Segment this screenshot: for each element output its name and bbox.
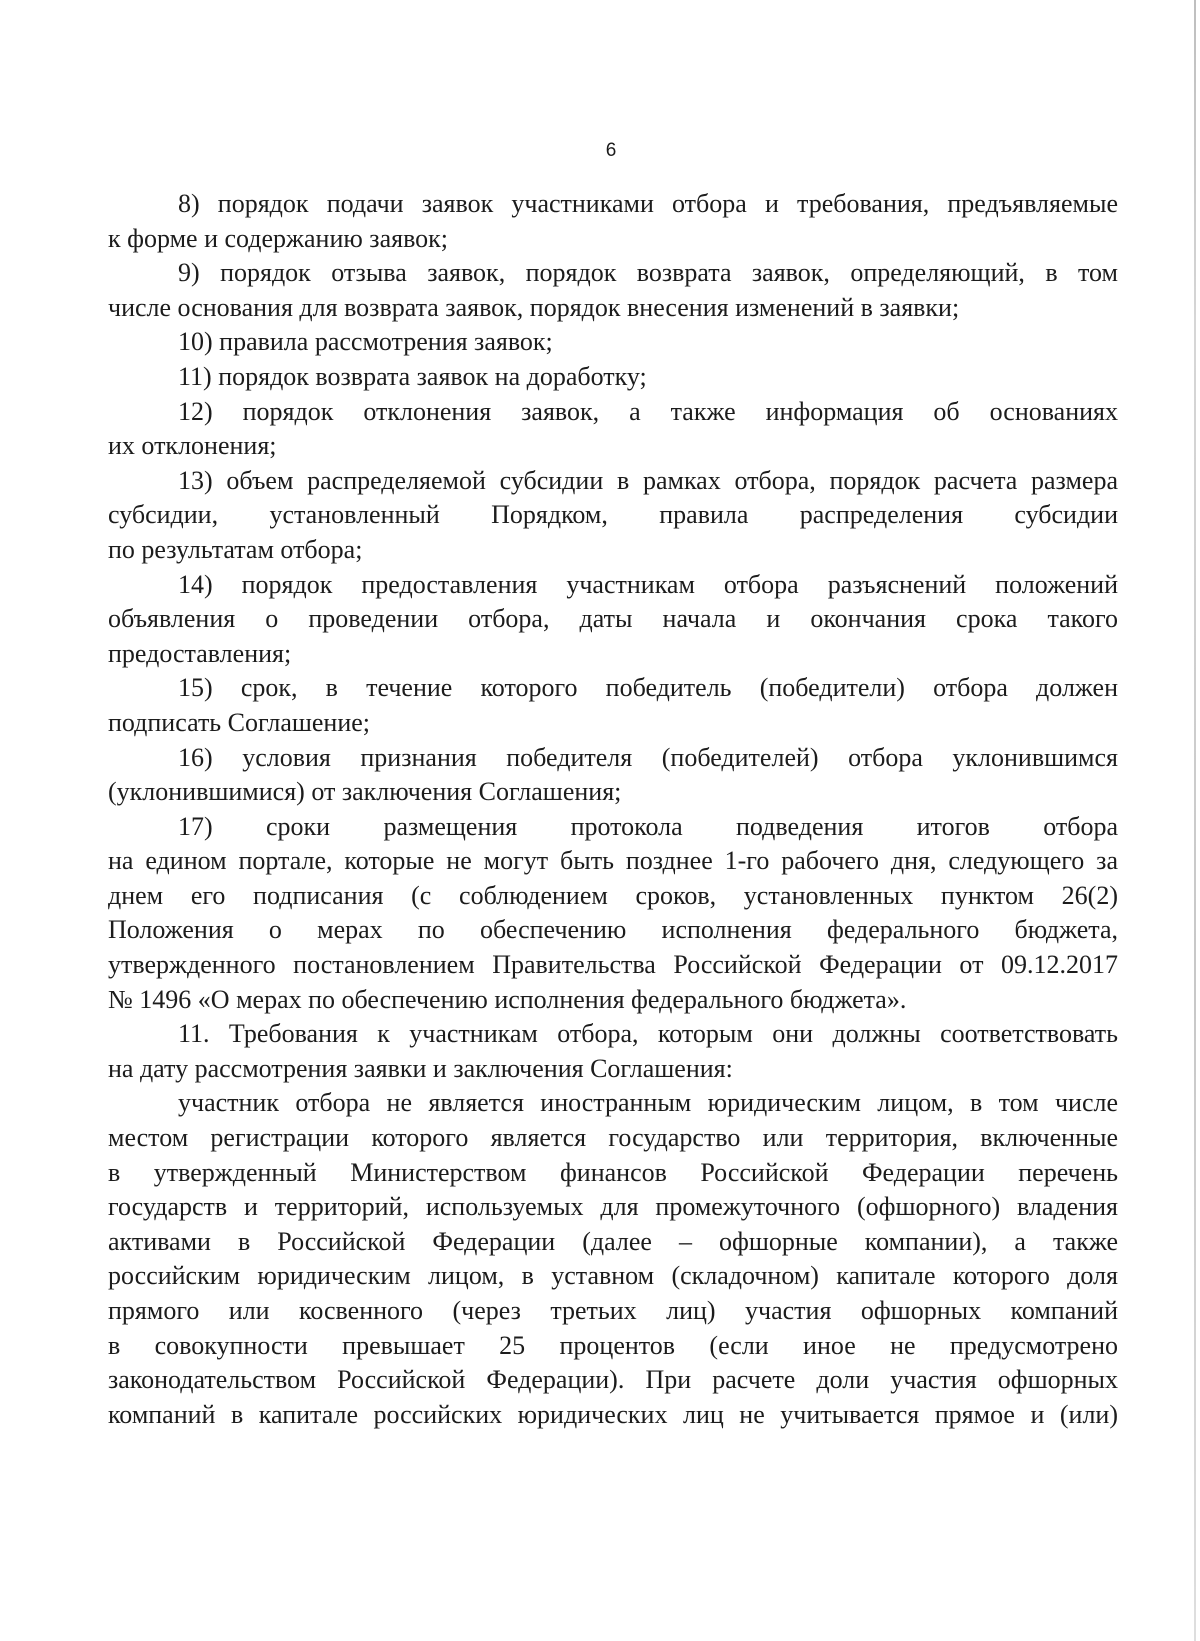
text-line: 16) условия признания победителя (победителей) отбора уклонившимся	[178, 742, 1118, 772]
text-line: к форме и содержанию заявок;	[108, 223, 449, 253]
text-line: предоставления;	[108, 638, 292, 668]
text-line: законодательством Российской Федерации). При расчете доли участия офшорных	[108, 1365, 1118, 1395]
text-line: утвержденного постановлением Правительства Российской Федерации от 09.12.2017	[108, 950, 1118, 980]
text-line: на дату рассмотрения заявки и заключения Соглашения:	[108, 1053, 733, 1083]
text-line: № 1496 «О мерах по обеспечению исполнения федерального бюджета».	[108, 984, 907, 1014]
text-line: днем его подписания (с соблюдением сроков, установленных пунктом 26(2)	[108, 880, 1118, 910]
text-line: объявления о проведении отбора, даты начала и окончания срока такого	[108, 604, 1118, 634]
document-body	[108, 187, 1118, 1432]
text-line: 12) порядок отклонения заявок, а также информация об основаниях	[178, 396, 1118, 426]
scan-edge-shadow	[1194, 0, 1196, 1641]
text-line: 10) правила рассмотрения заявок;	[178, 327, 553, 357]
text-line: компаний в капитале российских юридических лиц не учитывается прямое и (или)	[108, 1399, 1118, 1429]
text-line: местом регистрации которого является государство или территория, включенные	[108, 1123, 1118, 1153]
text-line: прямого или косвенного (через третьих лиц) участия офшорных компаний	[108, 1296, 1118, 1325]
page-number: 6	[605, 140, 617, 161]
text-line: по результатам отбора;	[108, 534, 363, 564]
text-line: подписать Соглашение;	[108, 707, 371, 737]
text-line: 8) порядок подачи заявок участниками отбора и требования, предъявляемые	[178, 189, 1118, 218]
text-line: 17) сроки размещения протокола подведения итогов отбора	[178, 811, 1118, 841]
text-line: Положения о мерах по обеспечению исполнения федерального бюджета,	[108, 915, 1118, 945]
text-line: в утвержденный Министерством финансов Российской Федерации перечень	[108, 1157, 1118, 1187]
text-line: активами в Российской Федерации (далее – офшорные компании), а также	[108, 1226, 1118, 1256]
text-line: 15) срок, в течение которого победитель (победители) отбора должен	[178, 673, 1118, 703]
text-line: в совокупности превышает 25 процентов (если иное не предусмотрено	[108, 1330, 1118, 1360]
text-line: (уклонившимися) от заключения Соглашения;	[108, 777, 622, 807]
text-line: 11. Требования к участникам отбора, которым они должны соответствовать	[178, 1019, 1118, 1049]
text-line: субсидии, установленный Порядком, правила распределения субсидии	[108, 500, 1118, 530]
text-line: 11) порядок возврата заявок на доработку;	[178, 361, 647, 391]
text-line: 9) порядок отзыва заявок, порядок возврата заявок, определяющий, в том	[178, 258, 1118, 288]
text-line: числе основания для возврата заявок, порядок внесения изменений в заявки;	[108, 292, 960, 322]
text-line: российским юридическим лицом, в уставном (складочном) капитале которого доля	[108, 1261, 1118, 1291]
text-line: 14) порядок предоставления участникам отбора разъяснений положений	[178, 569, 1118, 599]
text-line: на едином портале, которые не могут быть позднее 1-го рабочего дня, следующего за	[108, 846, 1118, 876]
text-line: участник отбора не является иностранным юридическим лицом, в том числе	[178, 1088, 1118, 1118]
text-line: 13) объем распределяемой субсидии в рамках отбора, порядок расчета размера	[178, 465, 1118, 495]
text-line: государств и территорий, используемых для промежуточного (офшорного) владения	[108, 1192, 1118, 1222]
text-line: их отклонения;	[108, 431, 277, 461]
